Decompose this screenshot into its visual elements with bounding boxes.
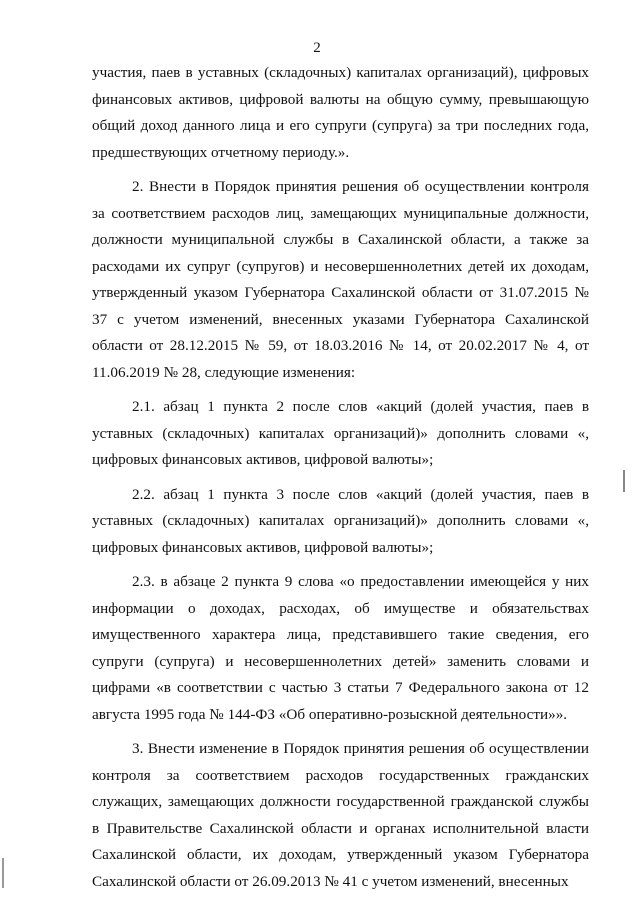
paragraph-item-2-2: 2.2. абзац 1 пункта 3 после слов «акций (долей участия, паев в уставных (складочных) капиталах организаций)» дополнить словами «, цифровых финансовых активов, цифровой валюты»; [92,485,589,556]
scan-artifact-mark [623,470,625,492]
paragraph-item-2-1: 2.1. абзац 1 пункта 2 после слов «акций (долей участия, паев в уставных (складочных) капиталах организаций)» дополнить словами «, цифровых финансовых активов, цифровой валюты»; [92,398,589,468]
document-body [92,60,589,895]
paragraph-item-2-3: 2.3. в абзаце 2 пункта 9 слова «о предоставлении имеющейся у них информации о доходах, расходах, об имуществе и обязательствах имущественного характера лица, представившего такие сведения, его супруги (супруга) и несовершеннолетних детей» заменить словами и цифрами «в соответствии с частью 3 статьи 7 Федерального закона от 12 августа 1995 года № 144-ФЗ «Об оперативно-розыскной деятельности»». [92,573,589,723]
scan-artifact-mark [2,858,4,888]
page-number: 2 [313,40,321,56]
paragraph-continuation: участия, паев в уставных (складочных) капиталах организаций), цифровых финансовых активов, цифровой валюты на общую сумму, превышающую общий доход данного лица и его супруги (супруга) за три последних года, предшествующих отчетному периоду.». [92,64,589,161]
paragraph-item-2: 2. Внести в Порядок принятия решения об осуществлении контроля за соответствием расходов лиц, замещающих муниципальные должности, должности муниципальной службы в Сахалинской области, а также за расходами их супруг (супругов) и несовершеннолетних детей их доходам, утвержденный указом Губернатора Сахалинской области от 31.07.2015 № 37 с учетом изменений, внесенных указами Губернатора Сахалинской области от 28.12.2015 № 59, от 18.03.2016 № 14, от 20.02.2017 № 4, от 11.06.2019 № 28, следующие изменения: [92,178,589,381]
paragraph-item-3: 3. Внести изменение в Порядок принятия решения об осуществлении контроля за соответствием расходов государственных гражданских служащих, замещающих должности государственной гражданской службы в Правительстве Сахалинской области и органах исполнительной власти Сахалинской области, их доходам, утвержденный указом Губернатора Сахалинской области от 26.09.2013 № 41 с учетом изменений, внесенных [92,740,589,890]
